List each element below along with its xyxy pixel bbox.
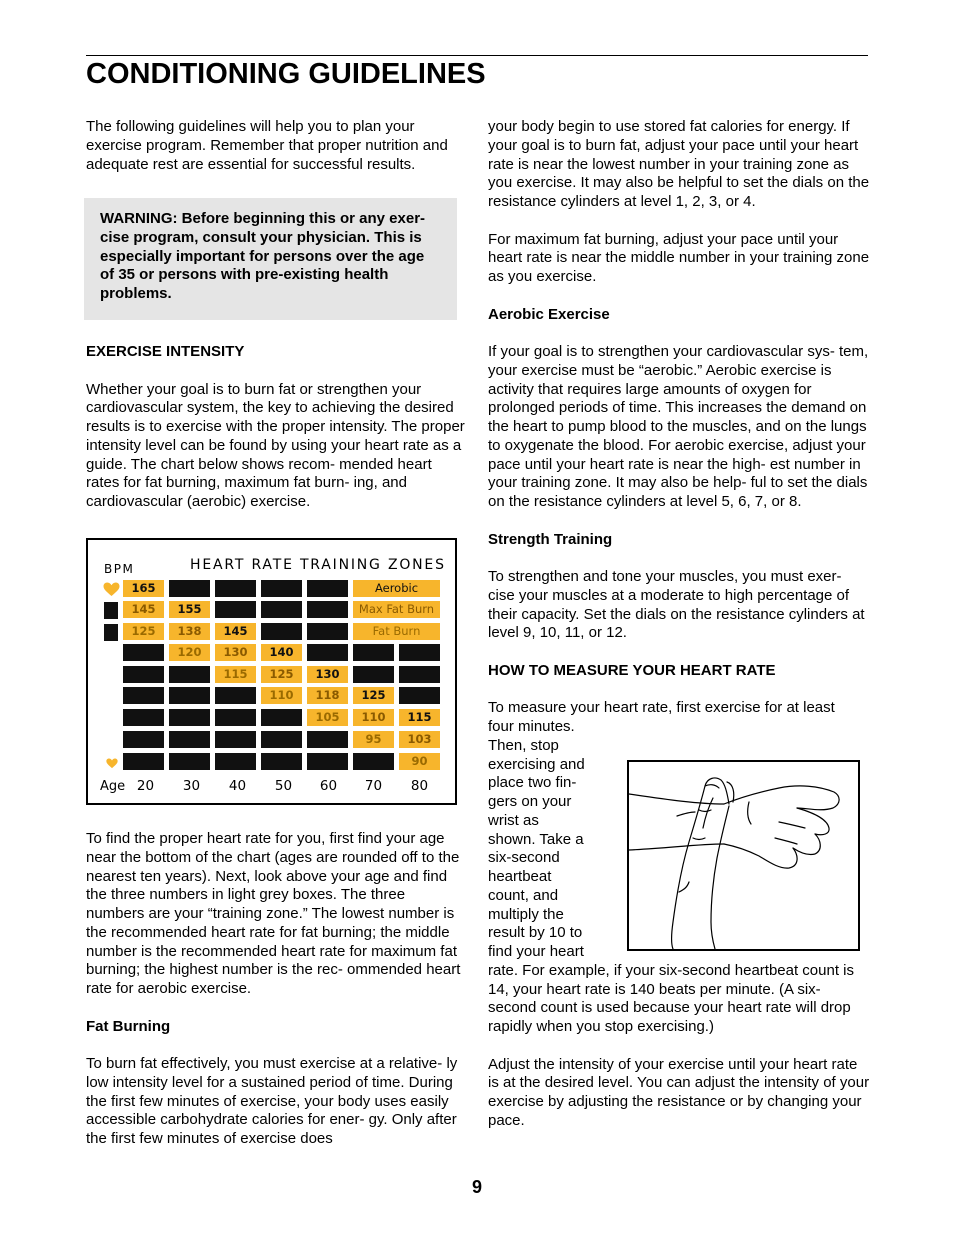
zone-cell-aerobic <box>123 580 164 597</box>
measure-narrow-line: exercising and <box>488 755 585 773</box>
measure-narrow-line: count, and <box>488 886 559 904</box>
zone-value: 125 <box>361 688 386 702</box>
zone-cell-fat-burn <box>261 687 302 704</box>
empty-cell <box>261 731 302 748</box>
zone-value: 110 <box>361 710 386 724</box>
empty-cell <box>169 731 210 748</box>
empty-cell <box>307 580 348 597</box>
empty-cell <box>169 709 210 726</box>
zone-value: 145 <box>131 602 156 616</box>
measure-narrow-line: heartbeat <box>488 868 552 885</box>
fat-burning-heading: Fat Burning <box>86 1017 171 1035</box>
empty-cell <box>123 753 164 770</box>
bpm-label: BPM <box>104 562 135 576</box>
zone-cell-fat-burn <box>399 753 440 770</box>
empty-cell <box>399 644 440 661</box>
adjust-intensity-text: Adjust the intensity of your exercise until your heart rate is at the desired level. You can adjust the intensity of your exercise by adjusting the resistance or by changing your pace. <box>488 1055 870 1129</box>
measure-narrow-line: four minutes. <box>488 718 575 735</box>
empty-cell <box>261 753 302 770</box>
zone-cell-max-fat-burn <box>307 687 348 704</box>
empty-cell <box>215 709 256 726</box>
zone-cell-fat-burn <box>353 731 394 748</box>
zone-cell-fat-burn <box>307 709 348 726</box>
empty-cell <box>307 623 348 640</box>
measure-line: To measure your heart rate, first exercise for at least <box>488 699 835 717</box>
scale-marker <box>104 624 118 641</box>
page-number: 9 <box>471 1177 482 1197</box>
page-title: CONDITIONING GUIDELINES <box>86 58 486 90</box>
heart-icon <box>103 582 120 597</box>
chart-title: HEART RATE TRAINING ZONES <box>190 557 446 573</box>
measure-narrow-line: shown. Take a <box>488 830 584 848</box>
empty-cell <box>307 753 348 770</box>
hand-on-wrist-icon <box>629 762 858 949</box>
zone-cell-aerobic <box>261 644 302 661</box>
legend-fat-burn: Fat Burn <box>353 623 440 640</box>
measure-narrow-line: find your heart <box>488 943 584 960</box>
fat-burning-text: To burn fat effectively, you must exercise at a relative- ly low intensity level for a sustained period of time. During the first few minutes of exercise, your body uses easily accessible carbohydrate calories for ener- gy. Only after the first few minutes of exercise does <box>86 1055 458 1147</box>
empty-cell <box>215 731 256 748</box>
zone-value: 118 <box>315 688 340 702</box>
warning-text: WARNING: Before beginning this or any exer- cise program, consult your physician. This is especially important for persons over the age of 35 or persons with pre-existing health problems. <box>100 210 426 302</box>
measure-narrow-line: wrist as <box>488 811 539 829</box>
age-tick: 70 <box>364 778 383 794</box>
heart-rate-chart <box>86 538 457 805</box>
fat-burning-continued: your body begin to use stored fat calories for energy. If your goal is to burn fat, adjust your pace until your heart rate is near the lowest number in your training zone as you exercise. It may also be helpful to set the dials on the resistance cylinders at level 1, 2, 3, or 4. <box>488 118 870 210</box>
zone-value: 110 <box>269 688 294 702</box>
zone-value: 145 <box>223 624 248 638</box>
zone-cell-max-fat-burn <box>353 709 394 726</box>
zone-value: 115 <box>407 710 432 724</box>
age-tick: 60 <box>319 778 338 794</box>
zone-cell-max-fat-burn <box>399 731 440 748</box>
zone-cell-aerobic <box>215 623 256 640</box>
empty-cell <box>353 753 394 770</box>
empty-cell <box>215 601 256 618</box>
warning-box <box>84 198 457 320</box>
empty-cell <box>123 709 164 726</box>
zone-value: 155 <box>177 602 202 616</box>
empty-cell <box>169 753 210 770</box>
empty-cell <box>261 709 302 726</box>
empty-cell <box>307 644 348 661</box>
zone-value: 90 <box>411 754 428 768</box>
zone-cell-max-fat-burn <box>261 666 302 683</box>
zone-value: 130 <box>315 667 340 681</box>
exercise-intensity-text: Whether your goal is to burn fat or strengthen your cardiovascular system, the key to achieving the desired results is to exercise with the proper intensity. The proper intensity level can be found by using your heart rate as a guide. The chart below shows recom- mended heart rates for fat burning, maximum fat burn- ing, and cardiovascular (aerobic) exercise. <box>86 380 465 510</box>
age-tick: 20 <box>136 778 155 794</box>
empty-cell <box>123 666 164 683</box>
zone-value: 125 <box>131 624 156 638</box>
empty-cell <box>307 601 348 618</box>
age-tick: 80 <box>410 778 429 794</box>
empty-cell <box>123 731 164 748</box>
zone-cell-aerobic <box>353 687 394 704</box>
empty-cell <box>261 623 302 640</box>
zone-value: 130 <box>223 645 248 659</box>
legend-max-fat-burn: Max Fat Burn <box>353 601 440 618</box>
zone-value: 115 <box>223 667 248 681</box>
aerobic-exercise-text: If your goal is to strengthen your cardiovascular sys- tem, your exercise must be “aerobic.” Aerobic exercise is activity that requires large amounts of oxygen for prolonged periods of time. This increases the demand on the heart to pump blood to the muscles, and on the lungs to oxygenate the blood. For aerobic exercise, adjust your pace until your heart rate is near the high- est number in your training zone. It may also be help- ful to set the dials on the resistance cylinders at level 5, 6, 7, or 8. <box>488 343 869 510</box>
measure-narrow-line: place two fin- <box>488 774 577 792</box>
age-tick: 40 <box>228 778 247 794</box>
strength-training-heading: Strength Training <box>488 530 613 548</box>
left-intro <box>86 118 466 174</box>
zone-value: 140 <box>269 645 294 659</box>
zone-value: 120 <box>177 645 202 659</box>
age-label: Age <box>100 779 126 794</box>
zone-cell-fat-burn <box>215 666 256 683</box>
zone-cell-max-fat-burn <box>215 644 256 661</box>
empty-cell <box>169 580 210 597</box>
pulse-check-illustration <box>627 760 860 951</box>
intro-paragraph: The following guidelines will help you to plan your exercise program. Remember that proper nutrition and adequate rest are essential for successful results. <box>86 118 448 173</box>
zone-cell-fat-burn <box>123 623 164 640</box>
measure-narrow-line: Then, stop <box>488 736 559 754</box>
age-tick: 50 <box>274 778 293 794</box>
scale-marker <box>104 602 118 619</box>
zone-cell-aerobic <box>399 709 440 726</box>
measure-heart-rate-heading: HOW TO MEASURE YOUR HEART RATE <box>488 661 776 679</box>
empty-cell <box>261 601 302 618</box>
top-rule <box>86 55 868 56</box>
legend-aerobic: Aerobic <box>353 580 440 597</box>
empty-cell <box>215 687 256 704</box>
aerobic-exercise-heading: Aerobic Exercise <box>488 305 610 323</box>
empty-cell <box>399 666 440 683</box>
measure-narrow-line: multiply the <box>488 905 564 923</box>
zone-cell-aerobic <box>307 666 348 683</box>
zone-value: 165 <box>131 581 156 595</box>
measure-rest-text: rate. For example, if your six-second heartbeat count is 14, your heart rate is 140 beats per minute. (A six- second count is used because your heart rate will drop rapidly when you stop exercising.) <box>488 961 855 1035</box>
age-tick: 30 <box>182 778 201 794</box>
max-fat-burning-text: For maximum fat burning, adjust your pace until your heart rate is near the middle number in your training zone as you exercise. <box>488 230 870 285</box>
empty-cell <box>353 644 394 661</box>
empty-cell <box>123 644 164 661</box>
zone-value: 105 <box>315 710 340 724</box>
empty-cell <box>169 666 210 683</box>
right-top <box>488 118 870 1131</box>
empty-cell <box>353 666 394 683</box>
exercise-intensity-heading: EXERCISE INTENSITY <box>86 343 245 360</box>
empty-cell <box>215 580 256 597</box>
measure-narrow-line: result by 10 to <box>488 924 583 942</box>
zone-cell-max-fat-burn <box>123 601 164 618</box>
zone-value: 103 <box>407 732 432 746</box>
zone-cell-fat-burn <box>169 644 210 661</box>
zone-value: 95 <box>365 732 382 746</box>
empty-cell <box>399 687 440 704</box>
empty-cell <box>215 753 256 770</box>
empty-cell <box>307 731 348 748</box>
zone-value: 125 <box>269 667 294 681</box>
zone-value: 138 <box>177 624 202 638</box>
find-heart-rate-text: To find the proper heart rate for you, first find your age near the bottom of the chart (ages are rounded off to the nearest ten years). Next, look above your age and find the three numbers in light grey boxes. The three numbers are your “training zone.” The lowest number is the recommended heart rate for fat burning; the middle number is the recommended heart rate for maximum fat burning; the highest number is the rec- ommended heart rate for aerobic exercise. <box>86 830 461 997</box>
empty-cell <box>261 580 302 597</box>
left-intensity <box>86 343 466 512</box>
empty-cell <box>123 687 164 704</box>
left-find <box>86 830 466 1149</box>
strength-training-text: To strengthen and tone your muscles, you must exer- cise your muscles at a moderate to high percentage of their capacity. Set the dials on the resistance cylinders at level 9, 10, 11, or 12. <box>488 568 865 642</box>
measure-narrow-line: gers on your <box>488 793 572 810</box>
heart-icon <box>106 758 118 769</box>
zone-cell-aerobic <box>169 601 210 618</box>
measure-narrow-line: six-second <box>488 849 560 867</box>
zone-cell-max-fat-burn <box>169 623 210 640</box>
empty-cell <box>169 687 210 704</box>
